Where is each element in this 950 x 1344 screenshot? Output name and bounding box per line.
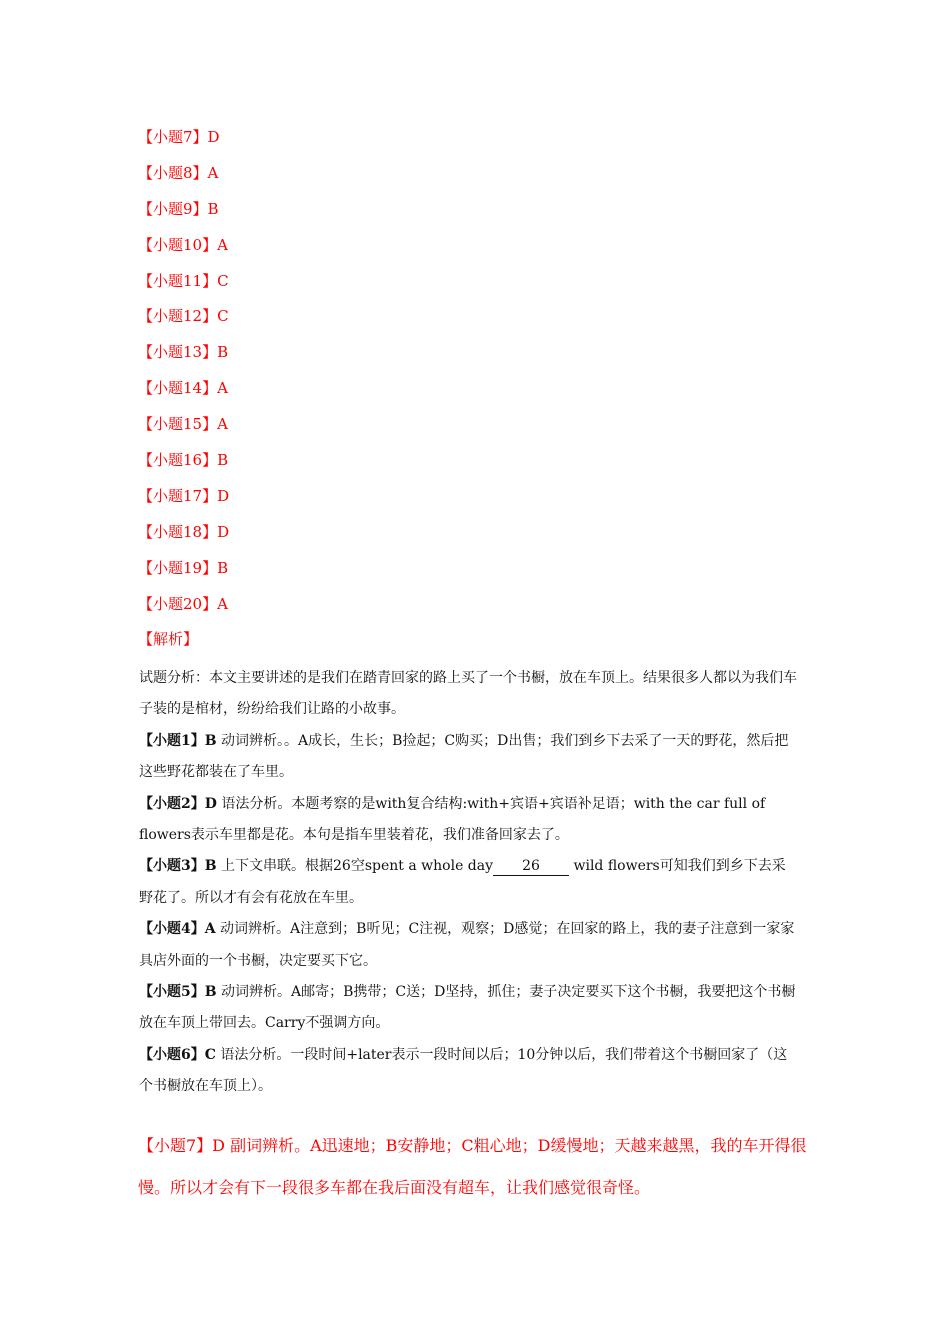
answer-item	[138, 233, 229, 269]
question-head: 【小题7】D	[138, 1136, 226, 1155]
answer-value: B	[217, 343, 229, 362]
answer-value: C	[217, 271, 229, 290]
analysis-intro: 试题分析：本文主要讲述的是我们在踏青回家的路上买了一个书橱，放在车顶上。结果很多人都以为我们车子装的是棺材，纷纷给我们让路的小故事。	[139, 670, 797, 718]
question-head: 【小题3】B	[139, 858, 217, 875]
answer-item	[138, 304, 229, 340]
analysis-q7	[138, 1125, 818, 1209]
fill-blank: 26	[493, 857, 569, 876]
answer-item	[138, 125, 229, 161]
answer-value: B	[207, 199, 219, 218]
question-explanation: 副词辨析。A迅速地；B安静地；C粗心地；D缓慢地；天越来越黑，我的车开得很慢。所以才会有下一段很多车都在我后面没有超车，让我们感觉很奇怪。	[138, 1136, 807, 1197]
question-explanation: 动词辨析。。A成长，生长；B捡起；C购买；D出售；我们到乡下去采了一天的野花，然后把这些野花都装在了车里。	[139, 732, 789, 781]
answer-label: 【小题7】	[138, 128, 208, 146]
answer-label: 【小题11】	[138, 271, 218, 290]
answer-label: 【小题12】	[138, 307, 218, 326]
answer-label: 【小题9】	[138, 199, 208, 218]
answer-value: A	[217, 235, 228, 254]
answer-value: B	[217, 558, 229, 577]
answer-item	[138, 197, 229, 233]
analysis-q6	[139, 1040, 799, 1103]
answer-item	[138, 161, 229, 197]
answer-item	[138, 269, 229, 305]
analysis-heading: 【解析】	[138, 630, 199, 648]
analysis-q3	[139, 851, 799, 914]
answer-label: 【小题15】	[138, 415, 218, 434]
analysis-q4	[139, 914, 799, 977]
answer-value: D	[217, 522, 230, 541]
question-head: 【小题1】B	[139, 732, 217, 749]
answer-label: 【小题20】	[138, 594, 218, 613]
question-head: 【小题5】B	[139, 984, 217, 1001]
question-explanation: 语法分析。本题考察的是with复合结构:with+宾语+宾语补足语；with the car full of flowers表示车里都是花。本句是指车里装着花，我们准备回家去了。	[139, 795, 766, 844]
question-head: 【小题2】D	[139, 795, 217, 812]
answer-label: 【小题10】	[138, 235, 218, 254]
answer-value: A	[217, 594, 228, 613]
answer-value: A	[207, 163, 219, 182]
answer-item	[138, 592, 229, 628]
answer-list	[138, 125, 229, 627]
answer-value: D	[207, 128, 220, 146]
answer-value: B	[217, 451, 229, 470]
answer-item	[138, 556, 229, 592]
question-head: 【小题6】C	[139, 1046, 216, 1063]
analysis-q5	[139, 977, 799, 1040]
answer-label: 【小题13】	[138, 343, 218, 362]
answer-label: 【小题18】	[138, 522, 218, 541]
answer-label: 【小题16】	[138, 451, 218, 470]
analysis-q2	[139, 789, 799, 852]
question-explanation: 动词辨析。A注意到；B听见；C注视，观察；D感觉；在回家的路上，我的妻子注意到一家家具店外面的一个书橱，决定要买下它。	[139, 921, 795, 969]
analysis-body	[139, 663, 799, 1103]
question-head: 【小题4】A	[139, 921, 216, 938]
analysis-q1	[139, 726, 799, 789]
answer-label: 【小题8】	[138, 163, 208, 182]
question-explanation: 动词辨析。A邮寄；B携带；C送；D坚持，抓住；妻子决定要买下这个书橱，我要把这个书橱放在车顶上带回去。Carry不强调方向。	[139, 984, 796, 1032]
answer-item	[138, 340, 229, 376]
answer-item	[138, 484, 229, 520]
question-explanation-cont: wild flowers可知我们到乡下去采野花了。所以才有会有花放在车里。	[139, 858, 786, 906]
answer-label: 【小题14】	[138, 379, 218, 398]
answer-value: C	[217, 307, 229, 326]
answer-item	[138, 412, 229, 448]
answer-item	[138, 376, 229, 412]
answer-label: 【小题19】	[138, 558, 218, 577]
answer-item	[138, 448, 229, 484]
answer-value: D	[217, 486, 230, 505]
answer-value: A	[217, 415, 228, 434]
answer-item	[138, 520, 229, 556]
answer-value: A	[217, 379, 228, 398]
answer-label: 【小题17】	[138, 486, 218, 505]
question-explanation: 语法分析。一段时间+later表示一段时间以后；10分钟以后，我们带着这个书橱回家了（这个书橱放在车顶上）。	[139, 1046, 788, 1095]
question-explanation: 上下文串联。根据26空spent a whole day	[216, 858, 494, 875]
